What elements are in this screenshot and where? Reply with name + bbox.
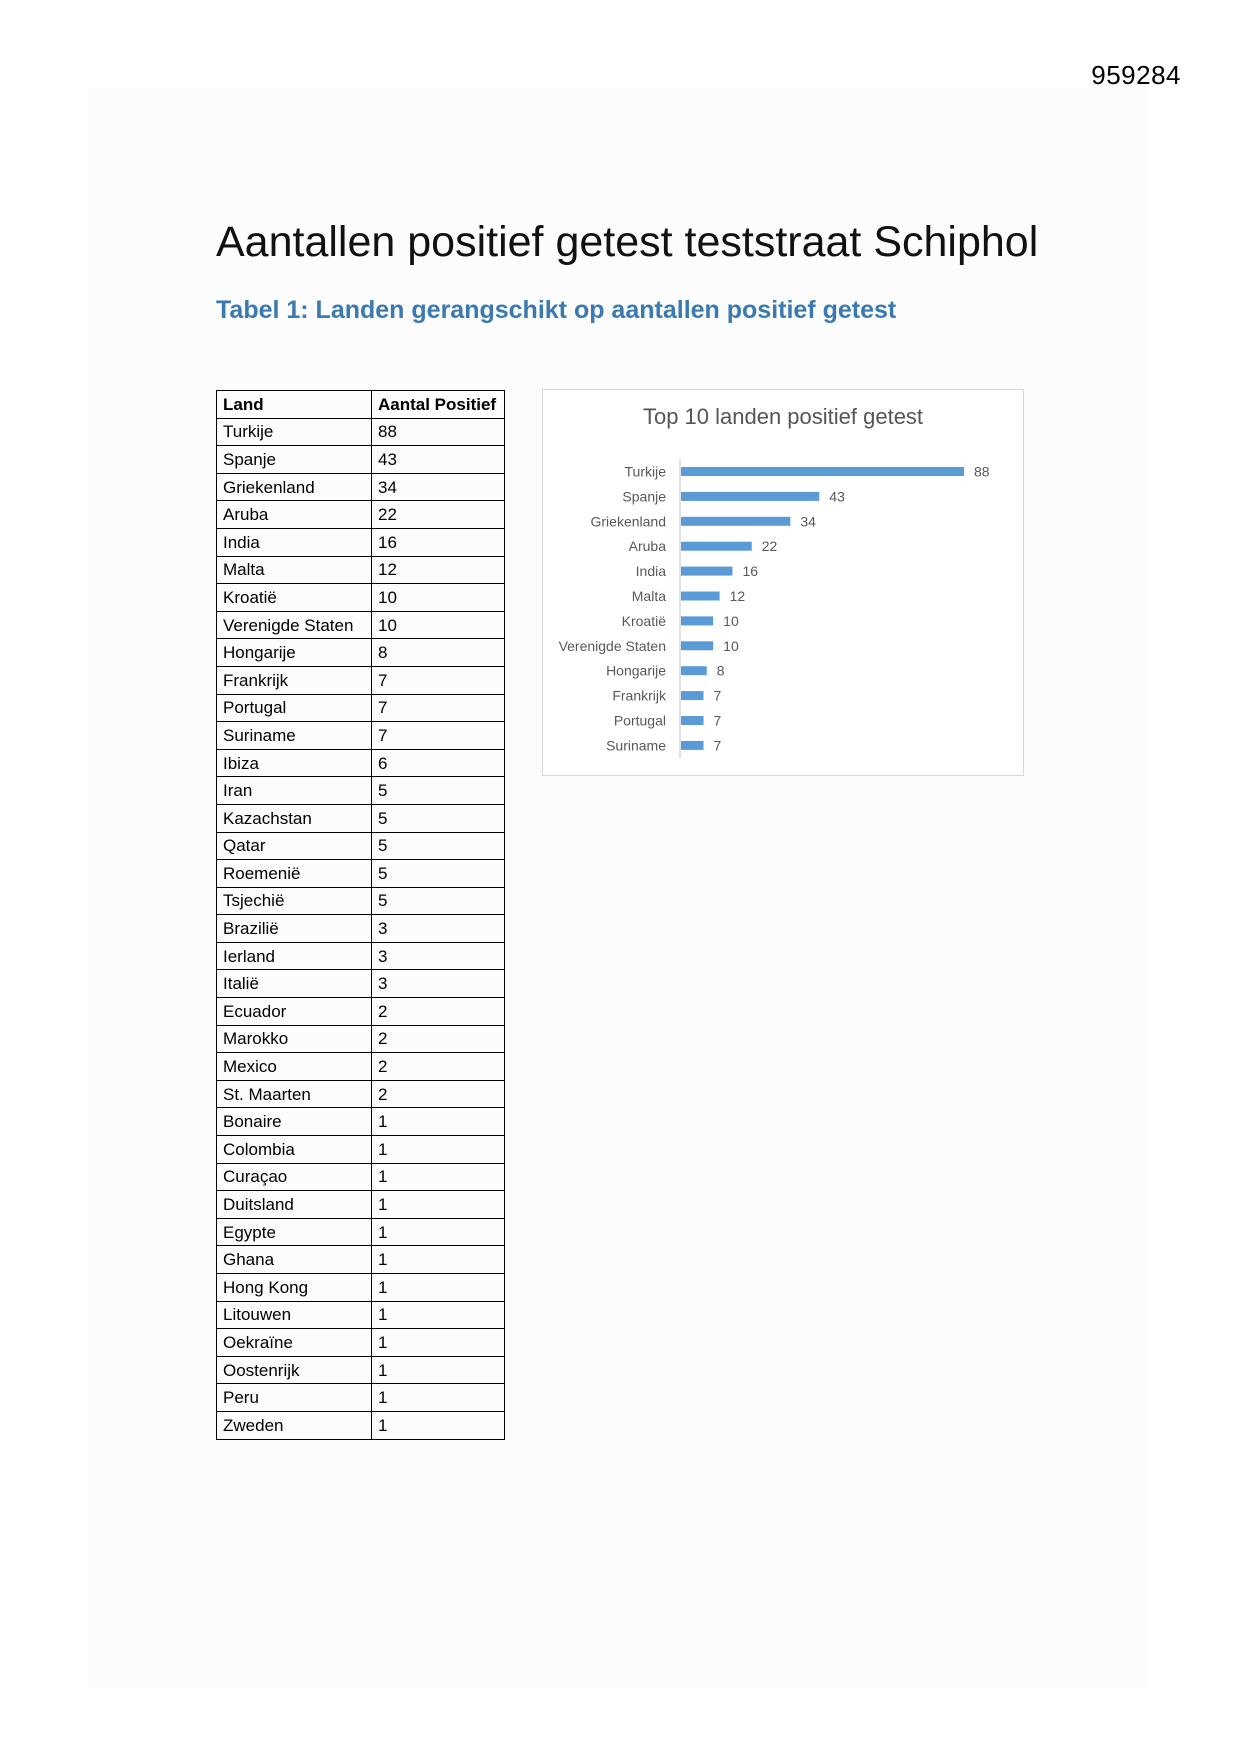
count-cell: 6 [372, 749, 505, 777]
table-row [217, 915, 505, 943]
table-row [217, 1108, 505, 1136]
country-cell: Portugal [217, 694, 372, 722]
count-cell: 1 [372, 1329, 505, 1357]
country-cell: Brazilië [217, 915, 372, 943]
column-header-land: Land [217, 391, 372, 419]
chart-plot-area [543, 390, 1023, 775]
data-label: 16 [742, 563, 759, 580]
country-cell: Aruba [217, 501, 372, 529]
table-row [217, 998, 505, 1026]
data-label: 22 [761, 538, 778, 555]
data-label: 88 [974, 463, 990, 480]
count-cell: 1 [372, 1411, 505, 1439]
count-cell: 1 [372, 1274, 505, 1302]
data-label: 7 [713, 737, 722, 754]
bar [681, 666, 707, 675]
bar [681, 517, 790, 526]
table-row [217, 1025, 505, 1053]
count-cell: 3 [372, 970, 505, 998]
document-title: Aantallen positief getest teststraat Schiphol [216, 218, 1039, 266]
country-cell: Turkije [217, 418, 372, 446]
count-cell: 3 [372, 942, 505, 970]
count-cell: 7 [372, 722, 505, 750]
country-cell: Marokko [217, 1025, 372, 1053]
count-cell: 7 [372, 694, 505, 722]
bar [681, 567, 732, 576]
country-cell: Tsjechië [217, 887, 372, 915]
count-cell: 10 [372, 584, 505, 612]
country-cell: Colombia [217, 1136, 372, 1164]
count-cell: 5 [372, 860, 505, 888]
bar [681, 542, 752, 551]
chart-title: Top 10 landen positief getest [642, 404, 924, 429]
count-cell: 1 [372, 1191, 505, 1219]
bar [681, 641, 713, 650]
count-cell: 1 [372, 1218, 505, 1246]
table-row [217, 556, 505, 584]
country-cell: Egypte [217, 1218, 372, 1246]
table-row [217, 611, 505, 639]
table-row [217, 694, 505, 722]
count-cell: 88 [372, 418, 505, 446]
bar-chart [542, 389, 1024, 776]
country-cell: Curaçao [217, 1163, 372, 1191]
category-label: India [635, 563, 666, 580]
country-cell: Ierland [217, 942, 372, 970]
category-label: Verenigde Staten [558, 637, 666, 654]
table-row [217, 942, 505, 970]
category-label: Malta [631, 588, 666, 604]
bar [681, 592, 720, 601]
table-row [217, 473, 505, 501]
country-cell: Ecuador [217, 998, 372, 1026]
country-cell: Qatar [217, 832, 372, 860]
count-cell: 1 [372, 1301, 505, 1329]
table-row [217, 1163, 505, 1191]
table-row [217, 666, 505, 694]
table-row [217, 887, 505, 915]
table-row [217, 1356, 505, 1384]
country-cell: Spanje [217, 446, 372, 474]
category-label: Griekenland [590, 513, 666, 530]
table-row [217, 584, 505, 612]
table-row [217, 860, 505, 888]
count-cell: 43 [372, 446, 505, 474]
count-cell: 5 [372, 777, 505, 805]
table-row [217, 501, 505, 529]
count-cell: 5 [372, 804, 505, 832]
category-label: Frankrijk [612, 687, 666, 704]
country-cell: Roemenië [217, 860, 372, 888]
country-cell: Hongarije [217, 639, 372, 667]
table-row [217, 446, 505, 474]
count-cell: 1 [372, 1163, 505, 1191]
table-row [217, 639, 505, 667]
table-row [217, 1218, 505, 1246]
document-id: 959284 [1091, 60, 1181, 90]
table-row [217, 804, 505, 832]
count-cell: 8 [372, 639, 505, 667]
table-row [217, 528, 505, 556]
count-cell: 2 [372, 998, 505, 1026]
table-row [217, 1080, 505, 1108]
country-cell: Italië [217, 970, 372, 998]
country-cell: Frankrijk [217, 666, 372, 694]
table-row [217, 777, 505, 805]
country-cell: Duitsland [217, 1191, 372, 1219]
bar [681, 616, 713, 625]
country-cell: Bonaire [217, 1108, 372, 1136]
country-cell: Iran [217, 777, 372, 805]
column-header-aantal: Aantal Positief [372, 391, 505, 419]
data-label: 7 [713, 712, 722, 729]
country-cell: Zweden [217, 1411, 372, 1439]
count-cell: 12 [372, 556, 505, 584]
bar [681, 492, 819, 501]
bar [681, 741, 704, 750]
country-cell: Suriname [217, 722, 372, 750]
table-row [217, 1411, 505, 1439]
country-cell: Ghana [217, 1246, 372, 1274]
table-row [217, 1329, 505, 1357]
table-body [217, 418, 505, 1439]
data-label: 10 [723, 612, 739, 629]
count-cell: 1 [372, 1384, 505, 1412]
country-table [216, 390, 505, 1440]
table-row [217, 722, 505, 750]
bar [681, 691, 704, 700]
country-cell: St. Maarten [217, 1080, 372, 1108]
category-label: Spanje [622, 488, 666, 505]
count-cell: 5 [372, 887, 505, 915]
country-cell: Mexico [217, 1053, 372, 1081]
count-cell: 1 [372, 1356, 505, 1384]
count-cell: 7 [372, 666, 505, 694]
table-row [217, 1301, 505, 1329]
country-cell: Griekenland [217, 473, 372, 501]
category-label: Kroatië [621, 612, 666, 629]
count-cell: 1 [372, 1136, 505, 1164]
count-cell: 5 [372, 832, 505, 860]
category-label: Portugal [613, 712, 666, 729]
country-cell: India [217, 528, 372, 556]
country-cell: Ibiza [217, 749, 372, 777]
table-row [217, 749, 505, 777]
category-label: Turkije [624, 463, 666, 480]
table-row [217, 1136, 505, 1164]
count-cell: 22 [372, 501, 505, 529]
country-cell: Kroatië [217, 584, 372, 612]
count-cell: 2 [372, 1053, 505, 1081]
country-cell: Kazachstan [217, 804, 372, 832]
count-cell: 16 [372, 528, 505, 556]
table-row [217, 1246, 505, 1274]
table-row [217, 1053, 505, 1081]
bar [681, 467, 964, 476]
table-row [217, 1274, 505, 1302]
data-label: 8 [716, 662, 725, 679]
count-cell: 1 [372, 1108, 505, 1136]
table-caption: Tabel 1: Landen gerangschikt op aantallen positief getest [216, 296, 897, 324]
country-cell: Peru [217, 1384, 372, 1412]
category-label: Suriname [606, 737, 666, 754]
data-label: 43 [829, 488, 845, 505]
bar [681, 716, 704, 725]
count-cell: 2 [372, 1080, 505, 1108]
count-cell: 2 [372, 1025, 505, 1053]
count-cell: 1 [372, 1246, 505, 1274]
data-label: 34 [800, 513, 816, 530]
country-cell: Verenigde Staten [217, 611, 372, 639]
country-cell: Oekraïne [217, 1329, 372, 1357]
data-label: 12 [729, 588, 746, 604]
table-row [217, 1191, 505, 1219]
table-row [217, 832, 505, 860]
data-label: 10 [723, 637, 739, 654]
country-cell: Hong Kong [217, 1274, 372, 1302]
country-cell: Oostenrijk [217, 1356, 372, 1384]
country-cell: Litouwen [217, 1301, 372, 1329]
category-label: Hongarije [606, 662, 666, 679]
table-row [217, 418, 505, 446]
table-row [217, 970, 505, 998]
data-label: 7 [713, 687, 722, 704]
category-label: Aruba [628, 538, 666, 555]
table-header-row [217, 391, 505, 419]
count-cell: 3 [372, 915, 505, 943]
country-cell: Malta [217, 556, 372, 584]
table-row [217, 1384, 505, 1412]
count-cell: 10 [372, 611, 505, 639]
count-cell: 34 [372, 473, 505, 501]
